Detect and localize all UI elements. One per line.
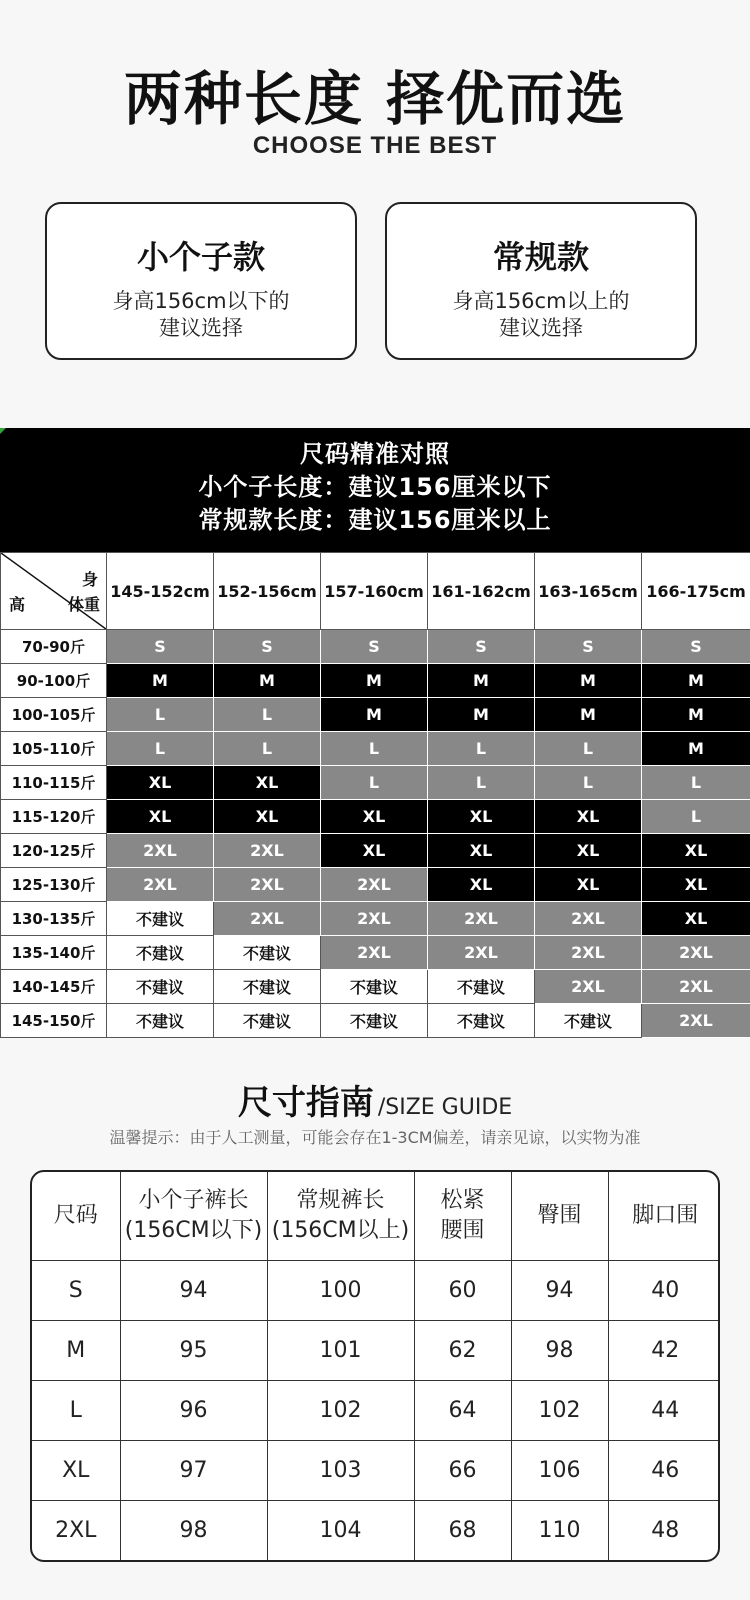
size-match-cell: 2XL bbox=[428, 902, 535, 936]
size-guide-cell: 106 bbox=[511, 1441, 608, 1501]
size-guide-header-cell: 小个子裤长 (156CM以下) bbox=[120, 1172, 267, 1260]
size-guide-cell: 94 bbox=[120, 1260, 267, 1320]
size-guide-cell: 102 bbox=[267, 1380, 414, 1440]
size-match-cell: 2XL bbox=[428, 936, 535, 970]
size-match-cell: M bbox=[107, 664, 214, 698]
weight-label: 115-120斤 bbox=[1, 800, 107, 834]
size-match-cell: 不建议 bbox=[107, 1004, 214, 1038]
size-guide-cell: 44 bbox=[608, 1380, 720, 1440]
size-guide-header-cell: 松紧 腰围 bbox=[414, 1172, 511, 1260]
size-match-cell: XL bbox=[642, 868, 750, 902]
weight-label: 90-100斤 bbox=[1, 664, 107, 698]
corner-accent bbox=[0, 428, 6, 434]
size-match-cell: L bbox=[214, 698, 321, 732]
size-match-cell: M bbox=[642, 698, 750, 732]
size-match-banner bbox=[0, 428, 750, 552]
weight-label: 120-125斤 bbox=[1, 834, 107, 868]
size-guide-cell: 97 bbox=[120, 1441, 267, 1501]
size-match-row bbox=[1, 868, 750, 902]
size-match-cell: 2XL bbox=[214, 902, 321, 936]
banner-line-1: 尺码精准对照 bbox=[300, 440, 450, 468]
size-match-cell: 2XL bbox=[642, 970, 750, 1004]
size-match-cell: 不建议 bbox=[214, 970, 321, 1004]
size-match-cell: 2XL bbox=[535, 936, 642, 970]
size-guide-cell: 98 bbox=[511, 1320, 608, 1380]
size-guide-cell: 101 bbox=[267, 1320, 414, 1380]
size-match-cell: M bbox=[642, 664, 750, 698]
card-regular bbox=[385, 202, 697, 360]
size-guide-cell: L bbox=[32, 1380, 120, 1440]
size-guide-cell: 60 bbox=[414, 1260, 511, 1320]
size-match-row bbox=[1, 800, 750, 834]
size-match-cell: XL bbox=[107, 800, 214, 834]
size-guide-table-frame bbox=[30, 1170, 720, 1562]
size-match-cell: L bbox=[428, 732, 535, 766]
height-header: 152-156cm bbox=[214, 553, 321, 630]
size-guide-cell: S bbox=[32, 1260, 120, 1320]
size-match-cell: 不建议 bbox=[428, 970, 535, 1004]
size-match-cell: 2XL bbox=[321, 936, 428, 970]
size-guide-row bbox=[32, 1260, 720, 1320]
size-match-cell: XL bbox=[535, 868, 642, 902]
size-match-cell: L bbox=[642, 766, 750, 800]
size-guide-title: 尺寸指南 bbox=[237, 1083, 374, 1123]
card-petite bbox=[45, 202, 357, 360]
banner-line-2: 小个子长度：建议156厘米以下 bbox=[198, 473, 552, 501]
card-regular-title: 常规款 bbox=[492, 238, 589, 276]
size-guide-header-row bbox=[32, 1172, 720, 1260]
size-match-row bbox=[1, 664, 750, 698]
size-match-cell: M bbox=[642, 732, 750, 766]
size-match-cell: 不建议 bbox=[214, 936, 321, 970]
size-match-cell: L bbox=[214, 732, 321, 766]
height-header: 157-160cm bbox=[321, 553, 428, 630]
size-match-cell: 2XL bbox=[214, 834, 321, 868]
size-match-cell: 2XL bbox=[535, 970, 642, 1004]
size-guide-row bbox=[32, 1441, 720, 1501]
size-match-row bbox=[1, 1004, 750, 1038]
size-guide-cell: 2XL bbox=[32, 1501, 120, 1560]
size-match-row bbox=[1, 834, 750, 868]
size-match-row bbox=[1, 936, 750, 970]
size-guide-cell: 94 bbox=[511, 1260, 608, 1320]
size-match-cell: L bbox=[535, 766, 642, 800]
size-match-cell: M bbox=[428, 698, 535, 732]
size-match-cell: M bbox=[214, 664, 321, 698]
page-title: 两种长度 择优而选 bbox=[123, 65, 627, 133]
size-guide-cell: 96 bbox=[120, 1380, 267, 1440]
size-guide-cell: 48 bbox=[608, 1501, 720, 1560]
size-match-cell: XL bbox=[642, 834, 750, 868]
size-guide-cell: 110 bbox=[511, 1501, 608, 1560]
size-guide-cell: 95 bbox=[120, 1320, 267, 1380]
size-match-cell: 2XL bbox=[214, 868, 321, 902]
size-guide-header-cell: 尺码 bbox=[32, 1172, 120, 1260]
size-match-cell: S bbox=[214, 630, 321, 664]
size-match-cell: XL bbox=[428, 868, 535, 902]
card-regular-desc: 身高156cm以上的 建议选择 bbox=[452, 289, 630, 340]
size-match-cell: 不建议 bbox=[107, 936, 214, 970]
size-match-cell: M bbox=[321, 698, 428, 732]
height-header: 145-152cm bbox=[107, 553, 214, 630]
size-match-cell: XL bbox=[535, 800, 642, 834]
size-guide-cell: 40 bbox=[608, 1260, 720, 1320]
size-match-cell: XL bbox=[214, 766, 321, 800]
weight-label: 105-110斤 bbox=[1, 732, 107, 766]
size-match-cell: M bbox=[535, 698, 642, 732]
size-match-cell: 不建议 bbox=[321, 1004, 428, 1038]
weight-label: 135-140斤 bbox=[1, 936, 107, 970]
size-guide-header-cell: 常规裤长 (156CM以上) bbox=[267, 1172, 414, 1260]
size-match-cell: S bbox=[535, 630, 642, 664]
size-match-cell: 不建议 bbox=[321, 970, 428, 1004]
weight-label: 130-135斤 bbox=[1, 902, 107, 936]
size-match-cell: L bbox=[107, 732, 214, 766]
size-match-cell: 2XL bbox=[321, 868, 428, 902]
corner-label-shen: 身 bbox=[81, 570, 98, 589]
size-match-cell: S bbox=[642, 630, 750, 664]
size-guide-note: 温馨提示：由于人工测量，可能会存在1-3CM偏差，请亲见谅，以实物为准 bbox=[109, 1128, 641, 1147]
size-match-table bbox=[0, 552, 750, 1038]
size-match-cell: L bbox=[107, 698, 214, 732]
size-match-cell: XL bbox=[214, 800, 321, 834]
size-guide-cell: 98 bbox=[120, 1501, 267, 1560]
height-header: 163-165cm bbox=[535, 553, 642, 630]
size-match-cell: XL bbox=[107, 766, 214, 800]
size-match-cell: S bbox=[428, 630, 535, 664]
size-match-cell: L bbox=[535, 732, 642, 766]
size-match-cell: 2XL bbox=[107, 834, 214, 868]
size-match-cell: L bbox=[428, 766, 535, 800]
size-guide-row bbox=[32, 1380, 720, 1440]
height-header: 166-175cm bbox=[642, 553, 750, 630]
weight-label: 70-90斤 bbox=[1, 630, 107, 664]
size-guide-cell: 103 bbox=[267, 1441, 414, 1501]
size-guide-row bbox=[32, 1320, 720, 1380]
size-guide-title-en: /SIZE GUIDE bbox=[377, 1095, 513, 1120]
card-petite-title: 小个子款 bbox=[136, 238, 265, 276]
corner-cell bbox=[1, 553, 107, 630]
size-match-row bbox=[1, 732, 750, 766]
size-match-row bbox=[1, 766, 750, 800]
size-guide-cell: 68 bbox=[414, 1501, 511, 1560]
size-match-cell: 2XL bbox=[642, 936, 750, 970]
size-match-cell: S bbox=[107, 630, 214, 664]
size-match-cell: 2XL bbox=[642, 1004, 750, 1038]
size-match-cell: L bbox=[642, 800, 750, 834]
corner-label-weight: 体重 bbox=[67, 595, 100, 614]
weight-label: 125-130斤 bbox=[1, 868, 107, 902]
size-guide-table bbox=[32, 1172, 720, 1560]
size-guide-cell: 62 bbox=[414, 1320, 511, 1380]
size-match-cell: 2XL bbox=[535, 902, 642, 936]
size-guide-cell: 42 bbox=[608, 1320, 720, 1380]
size-match-cell: 2XL bbox=[321, 902, 428, 936]
size-guide-cell: 46 bbox=[608, 1441, 720, 1501]
size-guide-cell: XL bbox=[32, 1441, 120, 1501]
size-match-cell: S bbox=[321, 630, 428, 664]
size-match-cell: 2XL bbox=[107, 868, 214, 902]
banner-line-3: 常规款长度：建议156厘米以上 bbox=[198, 506, 552, 534]
size-match-cell: M bbox=[321, 664, 428, 698]
size-guide-cell: 104 bbox=[267, 1501, 414, 1560]
size-match-cell: M bbox=[428, 664, 535, 698]
size-guide-cell: 66 bbox=[414, 1441, 511, 1501]
size-match-cell: L bbox=[321, 732, 428, 766]
size-match-cell: XL bbox=[535, 834, 642, 868]
weight-label: 140-145斤 bbox=[1, 970, 107, 1004]
size-match-row bbox=[1, 630, 750, 664]
size-guide-cell: 64 bbox=[414, 1380, 511, 1440]
size-match-cell: 不建议 bbox=[214, 1004, 321, 1038]
size-match-cell: XL bbox=[428, 800, 535, 834]
size-guide-cell: 102 bbox=[511, 1380, 608, 1440]
size-guide-heading bbox=[0, 1075, 750, 1124]
size-guide-cell: 100 bbox=[267, 1260, 414, 1320]
size-match-cell: 不建议 bbox=[535, 1004, 642, 1038]
size-match-row bbox=[1, 970, 750, 1004]
size-match-cell: 不建议 bbox=[107, 970, 214, 1004]
diagonal-divider bbox=[1, 553, 106, 629]
size-match-row bbox=[1, 902, 750, 936]
size-match-cell: XL bbox=[428, 834, 535, 868]
weight-label: 145-150斤 bbox=[1, 1004, 107, 1038]
size-match-cell: XL bbox=[321, 834, 428, 868]
weight-label: 110-115斤 bbox=[1, 766, 107, 800]
size-match-cell: XL bbox=[642, 902, 750, 936]
size-match-cell: XL bbox=[321, 800, 428, 834]
card-petite-desc: 身高156cm以下的 建议选择 bbox=[112, 289, 290, 340]
size-match-cell: 不建议 bbox=[428, 1004, 535, 1038]
size-match-cell: L bbox=[321, 766, 428, 800]
corner-label-height: 高 bbox=[9, 595, 26, 614]
height-header: 161-162cm bbox=[428, 553, 535, 630]
size-guide-row bbox=[32, 1501, 720, 1560]
page-subtitle: CHOOSE THE BEST bbox=[252, 132, 498, 159]
size-match-section bbox=[0, 428, 750, 1038]
size-guide-header-cell: 脚口围 bbox=[608, 1172, 720, 1260]
size-match-row bbox=[1, 698, 750, 732]
size-guide-cell: M bbox=[32, 1320, 120, 1380]
size-guide-header-cell: 臀围 bbox=[511, 1172, 608, 1260]
weight-label: 100-105斤 bbox=[1, 698, 107, 732]
size-match-header-row bbox=[1, 553, 750, 630]
size-match-cell: M bbox=[535, 664, 642, 698]
size-match-cell: 不建议 bbox=[107, 902, 214, 936]
